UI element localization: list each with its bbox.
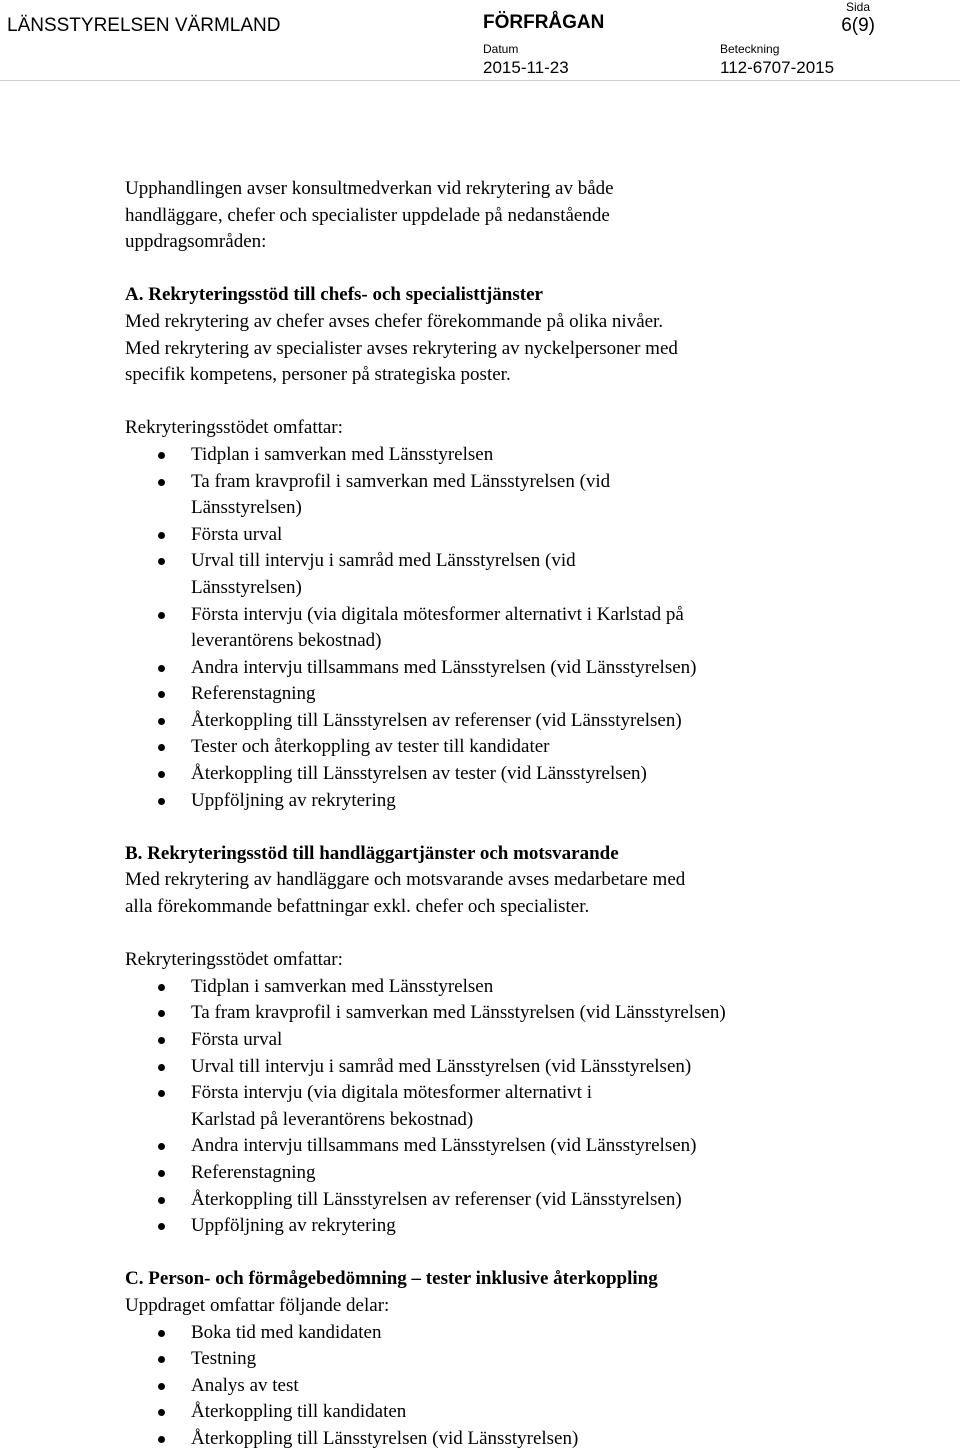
bullet-icon	[158, 771, 165, 778]
list-item-text: Andra intervju tillsammans med Länsstyrelsen (vid Länsstyrelsen)	[191, 1135, 697, 1157]
section-a-body-line: Med rekrytering av specialister avses rekrytering av nyckelpersoner med	[125, 337, 678, 359]
document-body	[125, 176, 915, 1453]
bullet-icon	[158, 479, 165, 486]
list-item	[125, 974, 915, 1001]
list-item	[125, 602, 915, 655]
intro-line: uppdragsområden:	[125, 231, 267, 253]
list-item	[125, 1426, 915, 1453]
list-item	[125, 548, 915, 601]
list-item-text: Första intervju (via digitala mötesformer alternativt i	[191, 1082, 592, 1104]
bullet-icon	[158, 1010, 165, 1017]
organization-name: LÄNSSTYRELSEN VÄRMLAND	[7, 15, 281, 36]
section-a-heading: A. Rekryteringsstöd till chefs- och specialisttjänster	[125, 284, 543, 306]
reference-label: Beteckning	[720, 42, 780, 56]
bullet-icon	[158, 1409, 165, 1416]
list-item	[125, 442, 915, 469]
list-item-text: Återkoppling till kandidaten	[191, 1401, 407, 1423]
reference-value: 112-6707-2015	[720, 58, 835, 77]
list-item-text: Första intervju (via digitala mötesformer alternativt i Karlstad på	[191, 603, 684, 625]
list-item	[125, 1346, 915, 1373]
list-item	[125, 1160, 915, 1187]
list-item-text: Första urval	[191, 1029, 283, 1050]
page-number: 6(9)	[841, 15, 875, 36]
list-item	[125, 1213, 915, 1240]
bullet-icon	[158, 1090, 165, 1097]
list-item	[125, 1000, 915, 1027]
section-b-body-line: Med rekrytering av handläggare och motsvarande avses medarbetare med	[125, 869, 686, 891]
list-item-text: Återkoppling till Länsstyrelsen av referenser (vid Länsstyrelsen)	[191, 709, 682, 731]
list-item-text: Uppföljning av rekrytering	[191, 1215, 396, 1237]
bullet-icon	[158, 1197, 165, 1204]
bullet-icon	[158, 798, 165, 805]
list-item-text: Återkoppling till Länsstyrelsen av tester (vid Länsstyrelsen)	[191, 763, 647, 785]
list-item-text: Uppföljning av rekrytering	[191, 789, 396, 811]
list-item-text: Ta fram kravprofil i samverkan med Länsstyrelsen (vid	[191, 470, 611, 492]
bullet-icon	[158, 1383, 165, 1390]
section-c-heading: C. Person- och förmågebedömning – tester inklusive återkoppling	[125, 1268, 658, 1290]
list-item-text: Referenstagning	[191, 683, 316, 705]
list-item	[125, 1080, 915, 1133]
list-item	[125, 1027, 915, 1054]
list-item-text: Första urval	[191, 523, 283, 545]
list-item	[125, 1320, 915, 1347]
section-a-list	[125, 442, 915, 814]
list-item-text: Karlstad på leverantörens bekostnad)	[191, 1108, 474, 1130]
section-c-list	[125, 1320, 915, 1453]
section-c	[125, 1266, 915, 1319]
list-item-text: Andra intervju tillsammans med Länsstyrelsen (vid Länsstyrelsen)	[191, 656, 697, 678]
list-item-text: leverantörens bekostnad)	[191, 630, 382, 652]
list-item-text: Ta fram kravprofil i samverkan med Länsstyrelsen (vid Länsstyrelsen)	[191, 1002, 726, 1024]
bullet-icon	[158, 691, 165, 698]
list-item-text: Återkoppling till Länsstyrelsen (vid Länsstyrelsen)	[191, 1427, 579, 1449]
list-item	[125, 655, 915, 682]
list-item-text: Länsstyrelsen)	[191, 576, 302, 598]
list-item	[125, 1133, 915, 1160]
list-item	[125, 1187, 915, 1214]
section-a-body-line: specifik kompetens, personer på strategiska poster.	[125, 364, 511, 386]
section-b-heading: B. Rekryteringsstöd till handläggartjänster och motsvarande	[125, 842, 619, 864]
intro-paragraph	[125, 176, 915, 256]
bullet-icon	[158, 1356, 165, 1363]
list-item-text: Analys av test	[191, 1374, 299, 1396]
list-item-text: Boka tid med kandidaten	[191, 1321, 382, 1343]
bullet-icon	[158, 452, 165, 459]
list-item	[125, 708, 915, 735]
bullet-icon	[158, 744, 165, 751]
list-item-text: Länsstyrelsen)	[191, 497, 302, 519]
bullet-icon	[158, 1436, 165, 1443]
section-b-list-intro: Rekryteringsstödet omfattar:	[125, 949, 343, 971]
list-item	[125, 761, 915, 788]
section-b-body-line: alla förekommande befattningar exkl. chefer och specialister.	[125, 896, 590, 918]
document-type: FÖRFRÅGAN	[483, 12, 605, 33]
intro-line: Upphandlingen avser konsultmedverkan vid rekrytering av både	[125, 178, 614, 199]
bullet-icon	[158, 1143, 165, 1150]
bullet-icon	[158, 1223, 165, 1230]
list-item	[125, 734, 915, 761]
date-label: Datum	[483, 42, 519, 56]
bullet-icon	[158, 984, 165, 991]
list-item-text: Urval till intervju i samråd med Länsstyrelsen (vid	[191, 550, 576, 572]
section-b	[125, 841, 915, 921]
section-a-body-line: Med rekrytering av chefer avses chefer förekommande på olika nivåer.	[125, 310, 664, 332]
bullet-icon	[158, 1330, 165, 1337]
list-item	[125, 1399, 915, 1426]
section-c-body-line: Uppdraget omfattar följande delar:	[125, 1294, 390, 1316]
section-b-list	[125, 974, 915, 1240]
intro-line: handläggare, chefer och specialister uppdelade på nedanstående	[125, 204, 610, 226]
bullet-icon	[158, 1170, 165, 1177]
section-a-list-intro: Rekryteringsstödet omfattar:	[125, 417, 343, 439]
section-a	[125, 282, 915, 388]
bullet-icon	[158, 558, 165, 565]
list-item	[125, 681, 915, 708]
list-item	[125, 1373, 915, 1400]
list-item-text: Urval till intervju i samråd med Länsstyrelsen (vid Länsstyrelsen)	[191, 1055, 692, 1077]
bullet-icon	[158, 1064, 165, 1071]
list-item	[125, 522, 915, 549]
list-item-text: Tester och återkoppling av tester till kandidater	[191, 736, 550, 758]
list-item	[125, 1054, 915, 1081]
bullet-icon	[158, 1037, 165, 1044]
date-value: 2015-11-23	[483, 58, 569, 77]
page-label: Sida	[845, 0, 870, 14]
list-item-text: Referenstagning	[191, 1161, 316, 1183]
bullet-icon	[158, 532, 165, 539]
list-item-text: Testning	[191, 1348, 257, 1370]
bullet-icon	[158, 612, 165, 619]
list-item	[125, 788, 915, 815]
list-item-text: Återkoppling till Länsstyrelsen av referenser (vid Länsstyrelsen)	[191, 1188, 682, 1210]
header-divider	[0, 80, 960, 81]
bullet-icon	[158, 665, 165, 672]
bullet-icon	[158, 718, 165, 725]
list-item-text: Tidplan i samverkan med Länsstyrelsen	[191, 975, 494, 997]
list-item-text: Tidplan i samverkan med Länsstyrelsen	[191, 443, 494, 465]
list-item	[125, 469, 915, 522]
